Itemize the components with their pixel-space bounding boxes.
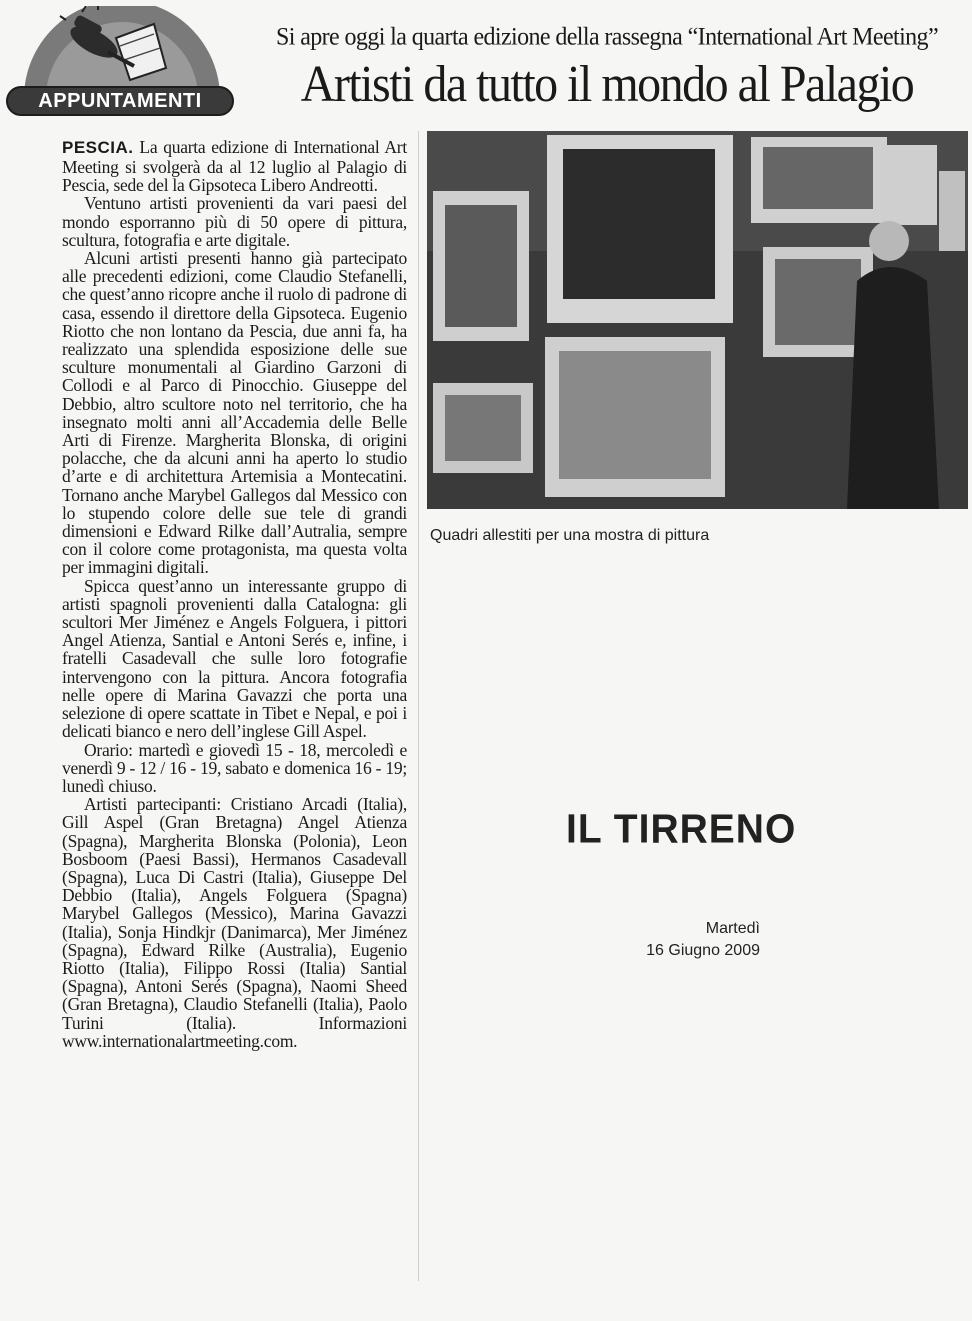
issue-day: Martedì [705, 920, 760, 937]
dateline: PESCIA. [62, 138, 134, 157]
column-divider [418, 131, 419, 1281]
article-paragraph: Ventuno artisti provenienti da vari paesi del mondo esporranno più di 50 opere di pittura, scultura, fotografia e arte digitale. [62, 193, 407, 250]
article-body [62, 138, 407, 1050]
article-paragraph [62, 138, 407, 194]
article-paragraph: Orario: martedì e giovedì 15 - 18, mercoledì e venerdì 9 - 12 / 16 - 19, sabato e domenica 16 - 19; lunedì chiuso. [62, 739, 407, 796]
article-paragraph: Artisti partecipanti: Cristiano Arcadi (Italia), Gill Aspel (Gran Bretagna) Angel Atienza (Spagna), Margherita Blonska (Polonia), Leon Bosboom (Paesi Bassi), Hermanos Casadevall (Spagna), Luca Di Castri (Italia), Giuseppe Del Debbio (Italia), Angels Folguera (Spagna) Marybel Gallegos (Messico), Marina Gavazzi (Italia), Sonja Hindkjr (Danimarca), Mer Jiménez (Spagna), Edward Rilke (Australia), Eugenio Riotto (Italia), Filippo Rossi (Italia) Santial (Spagna), Antoni Serés (Spagna), Naomi Sheed (Gran Bretagna), Claudio Stefanelli (Italia), Paolo Turini (Italia). Informazioni www.internationalartmeeting.com. [62, 794, 407, 1051]
article-paragraph-text: La quarta edizione di International Art Meeting si svolgerà da al 12 luglio al Palagio di Pescia, sede del la Gipsoteca Libero Andreotti. [62, 137, 407, 196]
photo-caption: Quadri allestiti per una mostra di pittura [430, 527, 710, 544]
article-paragraph: Spicca quest’anno un interessante gruppo di artisti spagnoli provenienti dalla Catalogna: gli scultori Mer Jiménez e Angels Folguera, i pittori Angel Atienza, Santial e Antoni Serés e, infine, i fratelli Casadevall che sulle loro fotografie intervengono con la pittura. Ancora fotografia nelle opere di Marina Gavazzi che porta una selezione di opere scattate in Tibet e Nepal, e poi i delicati bianco e nero dell’inglese Gill Aspel. [62, 575, 407, 742]
kicker: Si apre oggi la quarta edizione della rassegna “International Art Meeting” [276, 23, 938, 51]
article-paragraph: Alcuni artisti presenti hanno già partecipato alle precedenti edizioni, come Claudio Stefanelli, che quest’anno ricopre anche il ruolo di padrone di casa, essendo il direttore della Gipsoteca. Eugenio Riotto che non lontano da Pescia, due anni fa, ha realizzato una splendida esposizione delle sue sculture monumentali al Giardino Garzoni di Collodi e al Parco di Pinocchio. Giuseppe del Debbio, altro scultore noto nel territorio, che ha insegnato molti anni all’Accademia delle Belle Arti di Firenze. Margherita Blonska, di origini polacche, che da alcuni anni ha aperto lo studio d’arte e di architettura Artemisia a Montecatini. Tornano anche Marybel Gallegos dal Messico con lo stupendo colore delle sue tele di grandi dimensioni e Edward Rilke dall’Autralia, sempre con il colore come protagonista, ma questa volta per immagini digitali. [62, 248, 407, 578]
headline: Artisti da tutto il mondo al Palagio [300, 55, 914, 114]
issue-date: 16 Giugno 2009 [646, 942, 760, 959]
masthead: IL TIRRENO [566, 806, 797, 853]
exhibition-photo [427, 131, 968, 509]
rubric-label: APPUNTAMENTI [6, 86, 234, 116]
